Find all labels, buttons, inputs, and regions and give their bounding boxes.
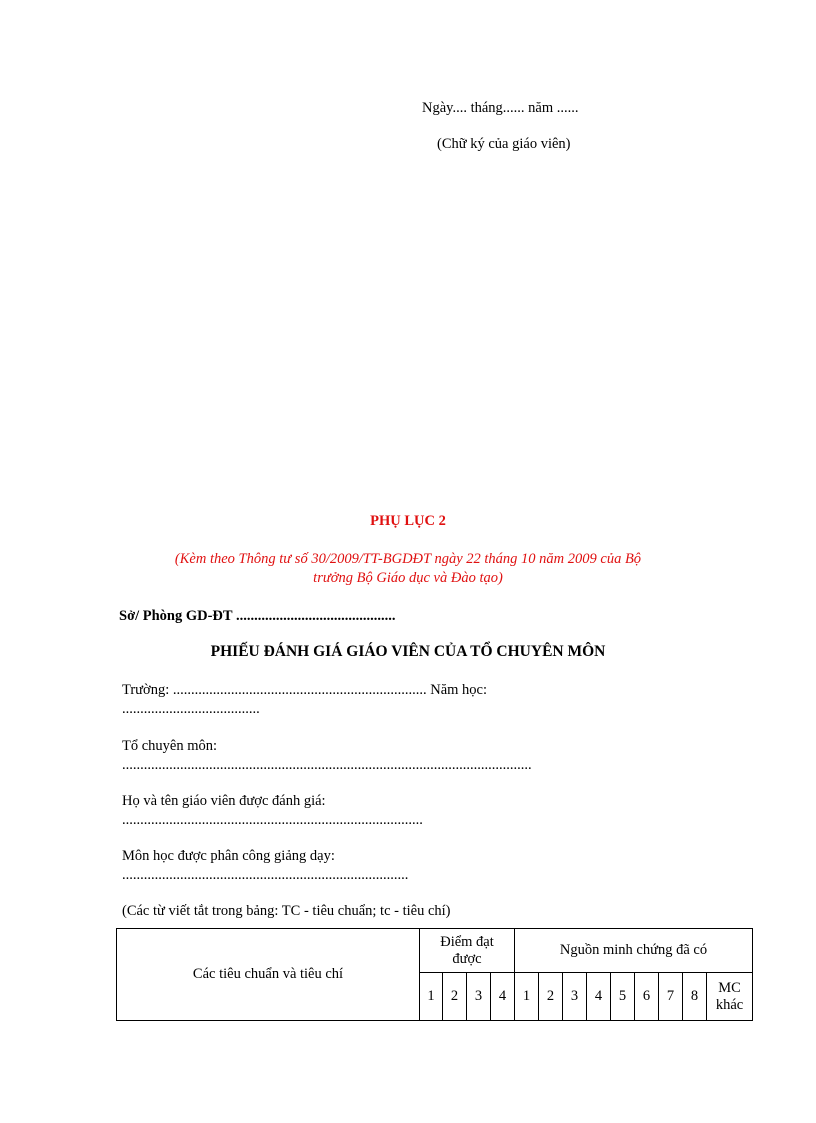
appendix-title: PHỤ LỤC 2	[370, 513, 446, 529]
subject-dots: ...............................................................................	[122, 867, 409, 883]
teacher-signature-label: (Chữ ký của giáo viên)	[437, 136, 571, 152]
group-dots: .................................................................................................................	[122, 757, 532, 773]
evidence-col-8: 8	[683, 973, 707, 1021]
score-header-line2: được	[452, 950, 482, 967]
appendix-subtitle-line2: trưởng Bộ Giáo dục và Đào tạo)	[313, 570, 503, 586]
appendix-subtitle-line1: (Kèm theo Thông tư số 30/2009/TT-BGDĐT ngày 22 tháng 10 năm 2009 của Bộ	[174, 551, 642, 567]
evidence-col-4: 4	[587, 973, 611, 1021]
abbreviation-note: (Các từ viết tắt trong bảng: TC - tiêu chuẩn; tc - tiêu chí)	[122, 903, 451, 919]
score-header-line1: Điểm đạt	[440, 933, 494, 950]
evidence-col-6: 6	[635, 973, 659, 1021]
school-year-dots: ......................................	[122, 701, 260, 717]
evaluation-table	[116, 928, 753, 1021]
criteria-header: Các tiêu chuẩn và tiêu chí	[117, 929, 420, 1021]
evidence-col-1: 1	[515, 973, 539, 1021]
department-line: Sở/ Phòng GD-ĐT ............................................	[119, 608, 396, 624]
score-col-3: 3	[467, 973, 491, 1021]
group-label: Tổ chuyên môn:	[122, 738, 218, 754]
teacher-name-dots: ...................................................................................	[122, 812, 423, 828]
score-col-4: 4	[491, 973, 515, 1021]
evidence-col-3: 3	[563, 973, 587, 1021]
subject-label: Môn học được phân công giảng dạy:	[122, 848, 335, 864]
evidence-col-other	[707, 973, 753, 1021]
other-line1: MC	[718, 979, 741, 996]
score-col-1: 1	[420, 973, 443, 1021]
evidence-col-7: 7	[659, 973, 683, 1021]
school-line: Trường: ...................................................................... Năm học:	[122, 682, 488, 698]
score-col-2: 2	[443, 973, 467, 1021]
date-line: Ngày.... tháng...... năm ......	[422, 100, 579, 116]
evidence-col-2: 2	[539, 973, 563, 1021]
evidence-header: Nguồn minh chứng đã có	[515, 929, 753, 973]
teacher-name-label: Họ và tên giáo viên được đánh giá:	[122, 793, 326, 809]
form-heading: PHIẾU ĐÁNH GIÁ GIÁO VIÊN CỦA TỔ CHUYÊN MÔN	[210, 643, 606, 660]
evidence-col-5: 5	[611, 973, 635, 1021]
score-header	[420, 929, 515, 973]
other-line2: khác	[715, 996, 744, 1013]
